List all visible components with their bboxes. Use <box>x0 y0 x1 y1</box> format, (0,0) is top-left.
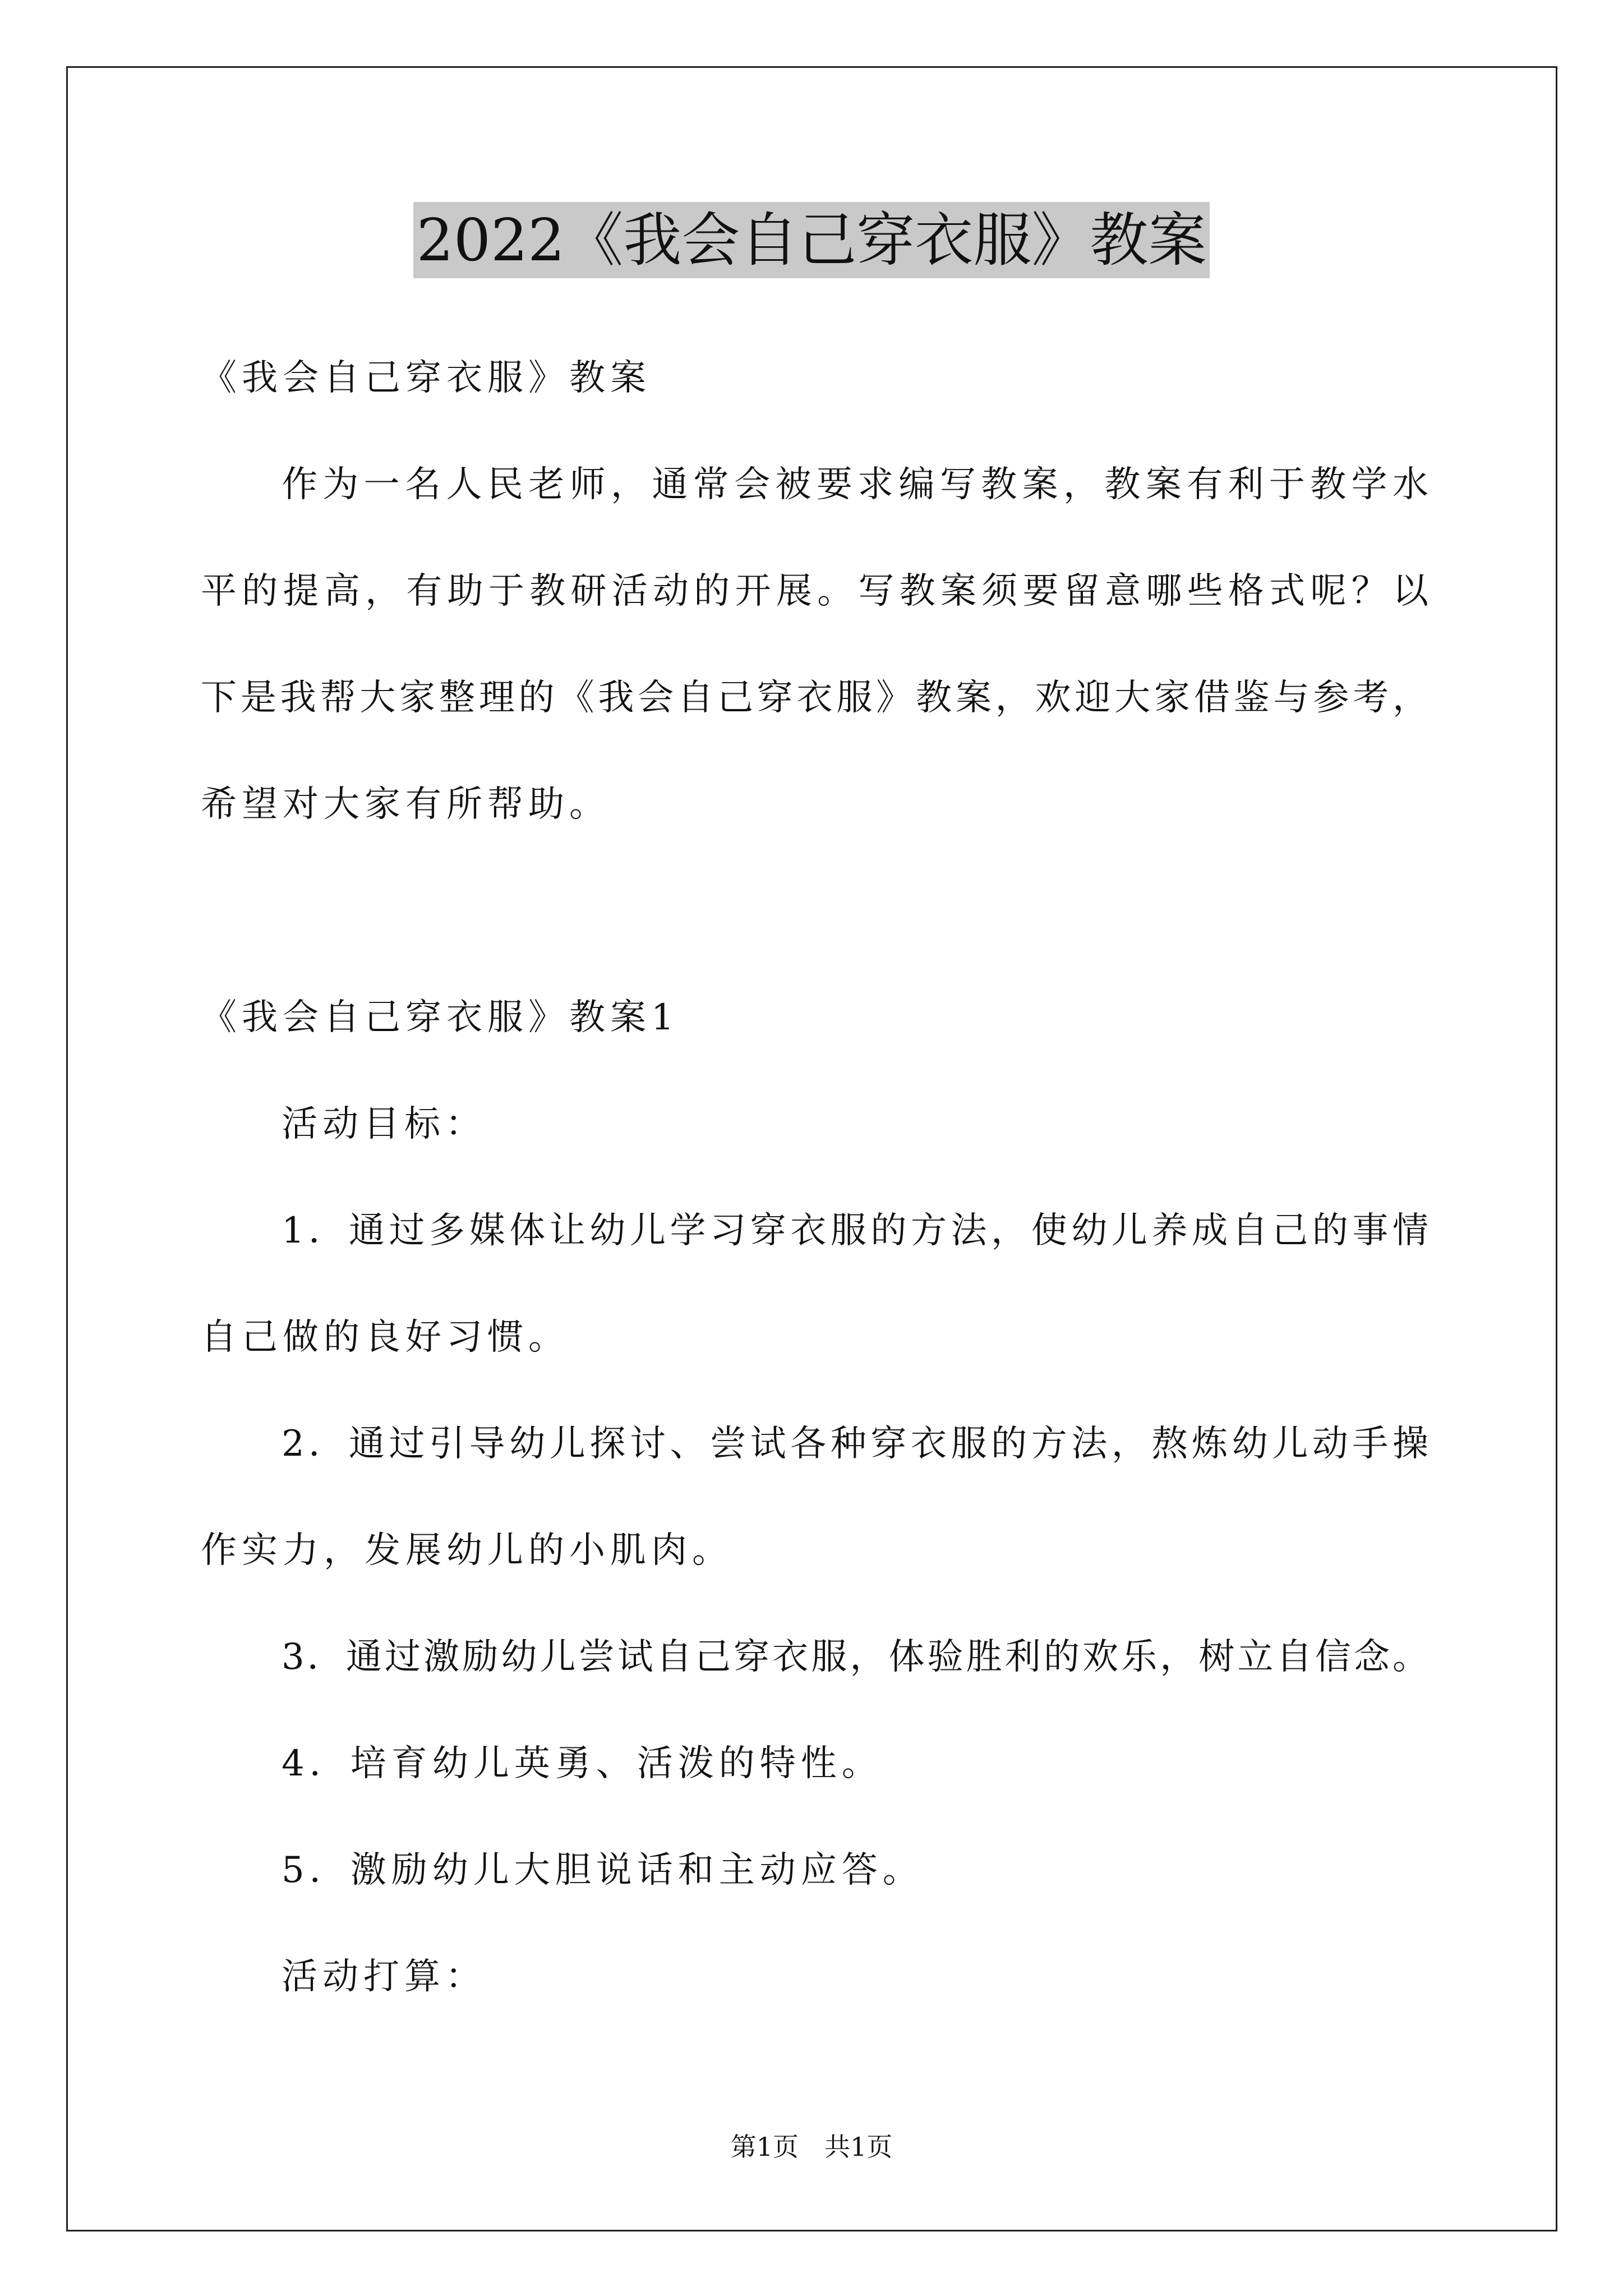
intro-paragraph-line: 平的提高，有助于教研活动的开展。写教案须要留意哪些格式呢？以 <box>201 570 1428 612</box>
preparation-label: 活动打算： <box>282 1956 486 1998</box>
intro-paragraph-line: 下是我帮大家整理的《我会自己穿衣服》教案，欢迎大家借鉴与参考， <box>201 677 1428 719</box>
intro-paragraph-line: 作为一名人民老师，通常会被要求编写教案，教案有利于教学水 <box>282 464 1428 505</box>
intro-heading: 《我会自己穿衣服》教案 <box>201 357 651 399</box>
document-title: 2022《我会自己穿衣服》教案 <box>413 202 1210 278</box>
goal-item-line: 自己做的良好习惯。 <box>201 1317 569 1358</box>
title-row <box>0 202 1623 278</box>
section-heading: 《我会自己穿衣服》教案1 <box>201 997 679 1038</box>
goal-item-line: 5．激励幼儿大胆说话和主动应答。 <box>282 1849 924 1891</box>
page-number: 第1页 <box>730 2132 799 2162</box>
goal-item-line: 1．通过多媒体让幼儿学习穿衣服的方法，使幼儿养成自己的事情 <box>282 1210 1428 1251</box>
document-body <box>201 325 1428 2030</box>
page-footer <box>0 2130 1623 2164</box>
goals-label: 活动目标： <box>282 1103 486 1145</box>
goal-item-line: 3．通过激励幼儿尝试自己穿衣服，体验胜利的欢乐，树立自信念。 <box>282 1636 1428 1678</box>
goal-item-line: 4．培育幼儿英勇、活泼的特性。 <box>282 1743 883 1784</box>
blank-line <box>201 858 1428 964</box>
page-count: 共1页 <box>824 2132 893 2162</box>
goal-item-line: 2．通过引导幼儿探讨、尝试各种穿衣服的方法，熬炼幼儿动手操 <box>282 1423 1428 1465</box>
intro-paragraph-line: 希望对大家有所帮助。 <box>201 784 610 825</box>
goal-item-line: 作实力，发展幼儿的小肌肉。 <box>201 1530 733 1571</box>
